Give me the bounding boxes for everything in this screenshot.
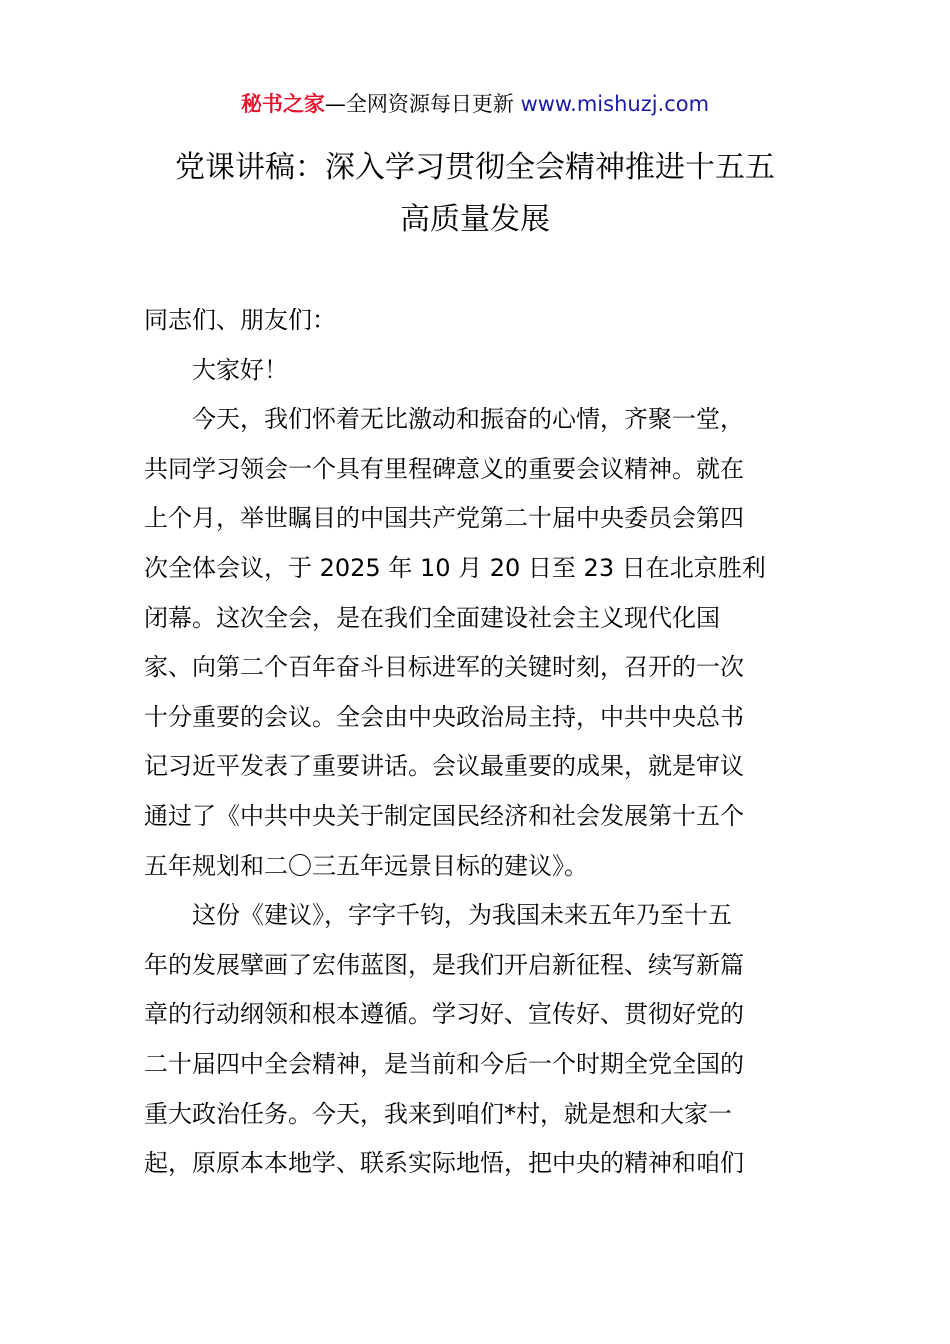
- site-header: [0, 88, 950, 120]
- paragraph-2-line: 章的行动纲领和根本遵循。学习好、宣传好、贯彻好党的: [144, 1000, 744, 1029]
- paragraph-1-line: 记习近平发表了重要讲话。会议最重要的成果，就是审议: [144, 752, 744, 781]
- paragraph-1-line: 共同学习领会一个具有里程碑意义的重要会议精神。就在: [144, 454, 744, 483]
- paragraph-1-line: 十分重要的会议。全会由中央政治局主持，中共中央总书: [144, 702, 744, 731]
- site-url-link[interactable]: www.mishuzj.com: [520, 92, 710, 116]
- paragraph-2-line: 重大政治任务。今天，我来到咱们*村，就是想和大家一: [144, 1099, 732, 1128]
- greeting: 大家好！: [192, 355, 288, 384]
- paragraph-1-line: 家、向第二个百年奋斗目标进军的关键时刻，召开的一次: [144, 653, 744, 682]
- paragraph-1-line: 次全体会议，于 2025 年 10 月 20 日至 23 日在北京胜利: [144, 553, 766, 582]
- paragraph-2-line: 二十届四中全会精神，是当前和今后一个时期全党全国的: [144, 1049, 744, 1078]
- title-line-1: 党课讲稿：深入学习贯彻全会精神推进十五五: [175, 150, 775, 185]
- paragraph-2-line: 年的发展擘画了宏伟蓝图，是我们开启新征程、续写新篇: [144, 950, 744, 979]
- salutation: 同志们、朋友们：: [144, 306, 336, 334]
- paragraph-2-line: 起，原原本本地学、联系实际地悟，把中央的精神和咱们: [144, 1149, 744, 1178]
- paragraph-1-line: 通过了《中共中央关于制定国民经济和社会发展第十五个: [144, 801, 744, 830]
- paragraph-2-line: 这份《建议》，字字千钧，为我国未来五年乃至十五: [192, 901, 732, 930]
- site-tagline: —全网资源每日更新: [324, 92, 514, 116]
- paragraph-1-line: 五年规划和二〇三五年远景目标的建议》。: [144, 851, 588, 880]
- paragraph-1-line: 闭幕。这次全会，是在我们全面建设社会主义现代化国: [144, 603, 720, 632]
- paragraph-1-line: 今天，我们怀着无比激动和振奋的心情，齐聚一堂，: [192, 405, 744, 434]
- site-brand: 秘书之家: [240, 92, 325, 116]
- title-line-2: 高质量发展: [400, 202, 550, 237]
- document-body: [144, 296, 808, 1189]
- paragraph-1-line: 上个月，举世瞩目的中国共产党第二十届中央委员会第四: [144, 504, 744, 533]
- document-title: [120, 142, 830, 246]
